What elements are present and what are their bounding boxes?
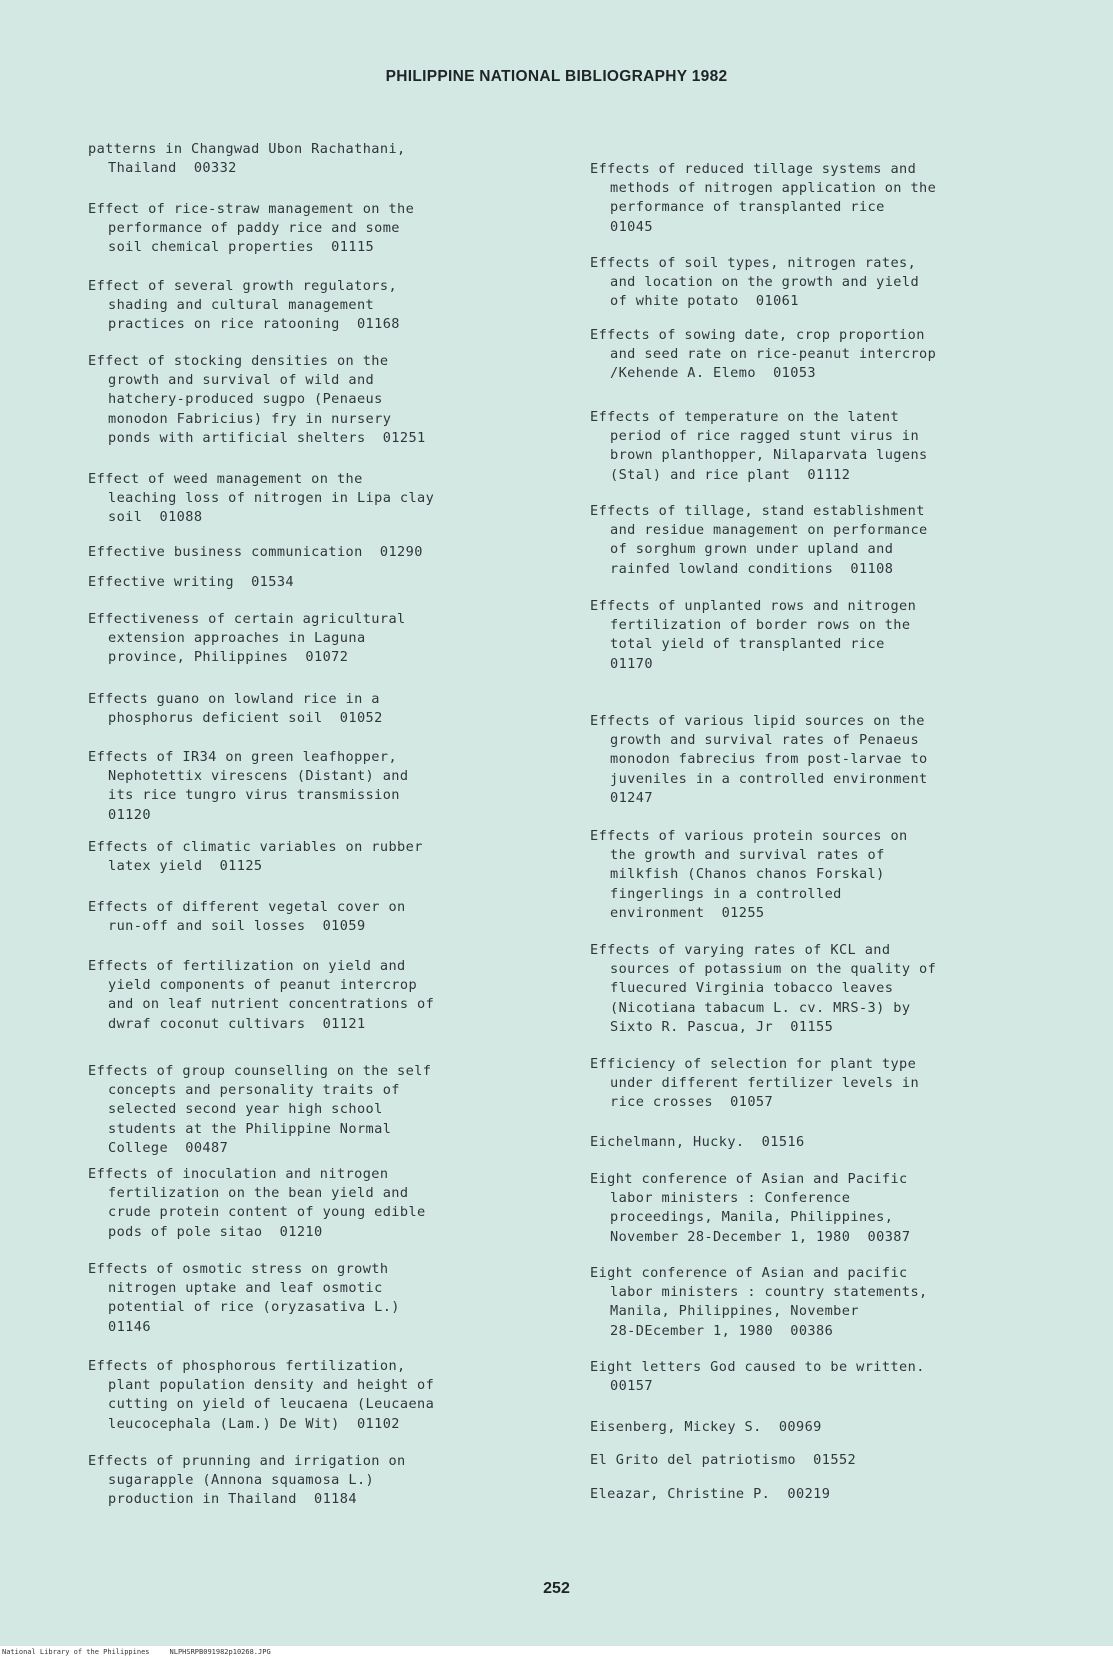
entry-line: period of rice ragged stunt virus in [610, 428, 920, 445]
entry-line: Effects of soil types, nitrogen rates, [590, 255, 917, 271]
index-entry [88, 898, 406, 936]
entry-line: pods of pole sitao 01210 [108, 1223, 323, 1240]
entry-line: of white potato 01061 [610, 293, 799, 310]
index-entry [590, 1264, 928, 1341]
index-entry [590, 326, 936, 384]
entry-line: Eight letters God caused to be written. [590, 1359, 925, 1375]
index-entry [88, 1357, 434, 1434]
entry-line: Effects of fertilization on yield and [88, 958, 406, 974]
footer [0, 1646, 1113, 1658]
entry-line: run-off and soil losses 01059 [108, 918, 366, 935]
entry-line: /Kehende A. Elemo 01053 [610, 365, 817, 382]
entry-line: sources of potassium on the quality of [610, 961, 937, 978]
entry-line: monodon fabrecius from post-larvae to [610, 751, 928, 768]
entry-line: Effects of various lipid sources on the [590, 713, 925, 729]
index-entry [88, 352, 426, 448]
entry-line: fertilization on the bean yield and [108, 1185, 409, 1202]
entry-line: 28-DEcember 1, 1980 00386 [610, 1322, 834, 1339]
index-entry [590, 160, 936, 237]
entry-line: College 00487 [108, 1139, 229, 1156]
entry-line: Eleazar, Christine P. 00219 [590, 1486, 831, 1502]
entry-line: Effects of tillage, stand establishment [590, 503, 925, 519]
entry-line: Nephotettix virescens (Distant) and [108, 768, 409, 785]
entry-line: students at the Philippine Normal [108, 1120, 392, 1137]
entry-line: Effects of inoculation and nitrogen [88, 1166, 389, 1182]
index-entry [88, 1165, 426, 1242]
index-entry [88, 1062, 431, 1158]
index-entry [88, 1260, 400, 1337]
index-entry [88, 470, 434, 528]
entry-line: juveniles in a controlled environment [610, 770, 928, 787]
entry-line: Sixto R. Pascua, Jr 01155 [610, 1018, 834, 1035]
index-entry [88, 838, 423, 876]
entry-line: labor ministers : country statements, [610, 1284, 928, 1301]
entry-line: Effects of reduced tillage systems and [590, 161, 917, 177]
entry-line: milkfish (Chanos chanos Forskal) [610, 866, 885, 883]
entry-line: Effective writing 01534 [88, 574, 295, 590]
entry-line: latex yield 01125 [108, 858, 263, 875]
entry-line: El Grito del patriotismo 01552 [590, 1452, 857, 1468]
entry-line: Effect of stocking densities on the [88, 353, 389, 369]
index-entry [88, 140, 406, 178]
entry-line: sugarapple (Annona squamosa L.) [108, 1472, 375, 1489]
entry-line: Effects of varying rates of KCL and [590, 942, 891, 958]
entry-line: rice crosses 01057 [610, 1094, 774, 1111]
entry-line: (Nicotiana tabacum L. cv. MRS-3) by [610, 999, 911, 1016]
entry-line: Eight conference of Asian and pacific [590, 1265, 908, 1281]
entry-line: Effects guano on lowland rice in a [88, 691, 380, 707]
index-entry [88, 690, 383, 728]
index-entry [590, 1358, 925, 1396]
entry-line: November 28-December 1, 1980 00387 [610, 1228, 911, 1245]
index-entry [88, 573, 294, 592]
entry-line: fingerlings in a controlled [610, 885, 842, 902]
entry-line: Effects of unplanted rows and nitrogen [590, 598, 917, 614]
entry-line: potential of rice (oryzasativa L.) [108, 1299, 400, 1316]
footer-file: NLPHSRPB091982p10268.JPG [169, 1648, 271, 1656]
index-entry [590, 1485, 830, 1504]
index-entry [590, 1055, 919, 1113]
entry-line: hatchery-produced sugpo (Penaeus [108, 391, 383, 408]
entry-line: Effectiveness of certain agricultural [88, 611, 406, 627]
index-entry [88, 200, 414, 258]
entry-line: fertilization of border rows on the [610, 617, 911, 634]
entry-line: of sorghum grown under upland and [610, 541, 894, 558]
entry-line: growth and survival rates of Penaeus [610, 732, 920, 749]
entry-line: production in Thailand 01184 [108, 1491, 357, 1508]
entry-line: shading and cultural management [108, 297, 375, 314]
entry-line: patterns in Changwad Ubon Rachathani, [88, 141, 406, 157]
index-entry [590, 502, 928, 579]
entry-line: concepts and personality traits of [108, 1082, 400, 1099]
entry-line: its rice tungro virus transmission [108, 787, 400, 804]
index-entry [88, 610, 406, 668]
entry-line: yield components of peanut intercrop [108, 977, 418, 994]
entry-line: environment 01255 [610, 904, 765, 921]
index-entry [590, 1170, 910, 1247]
index-entry [590, 1418, 822, 1437]
entry-line: and on leaf nutrient concentrations of [108, 996, 435, 1013]
entry-line: Effective business communication 01290 [88, 544, 423, 560]
entry-line: Effects of osmotic stress on growth [88, 1261, 389, 1277]
entry-line: the growth and survival rates of [610, 847, 885, 864]
entry-line: soil chemical properties 01115 [108, 239, 375, 256]
entry-line: methods of nitrogen application on the [610, 180, 937, 197]
index-entry [590, 408, 928, 485]
entry-line: Effects of prunning and irrigation on [88, 1453, 406, 1469]
entry-line: growth and survival of wild and [108, 372, 375, 389]
entry-line: Manila, Philippines, November [610, 1303, 859, 1320]
index-entry [88, 277, 400, 335]
page-number: 252 [543, 1580, 570, 1597]
entry-line: leaching loss of nitrogen in Lipa clay [108, 490, 435, 507]
entry-line: practices on rice ratooning 01168 [108, 316, 400, 333]
entry-line: Effects of different vegetal cover on [88, 899, 406, 915]
entry-line: Effects of temperature on the latent [590, 409, 900, 425]
entry-line: and seed rate on rice-peanut intercrop [610, 346, 937, 363]
entry-line: Effect of rice-straw management on the [88, 201, 415, 217]
entry-line: total yield of transplanted rice [610, 636, 885, 653]
index-entry [88, 957, 434, 1034]
entry-line: brown planthopper, Nilaparvata lugens [610, 447, 928, 464]
entry-line: Effects of group counselling on the self [88, 1063, 432, 1079]
entry-line: Effect of weed management on the [88, 471, 363, 487]
entry-line: Effects of climatic variables on rubber [88, 839, 423, 855]
index-entry [590, 1451, 856, 1470]
entry-line: Effects of sowing date, crop proportion [590, 327, 925, 343]
entry-line: ponds with artificial shelters 01251 [108, 429, 426, 446]
entry-line: Effect of several growth regulators, [88, 278, 398, 294]
entry-line: extension approaches in Laguna [108, 630, 366, 647]
index-entry [590, 254, 919, 312]
entry-line: proceedings, Manila, Philippines, [610, 1209, 894, 1226]
entry-line: cutting on yield of leucaena (Leucaena [108, 1396, 435, 1413]
index-entry [590, 597, 916, 674]
entry-line: soil 01088 [108, 509, 203, 526]
entry-line: Effects of phosphorous fertilization, [88, 1358, 406, 1374]
index-entry [88, 1452, 406, 1510]
entry-line: Eisenberg, Mickey S. 00969 [590, 1419, 822, 1435]
entry-line: performance of paddy rice and some [108, 220, 400, 237]
index-entry [88, 748, 408, 825]
entry-line: 00157 [610, 1378, 653, 1395]
entry-line: Efficiency of selection for plant type [590, 1056, 917, 1072]
entry-line: rainfed lowland conditions 01108 [610, 560, 894, 577]
index-entry [590, 712, 928, 808]
entry-line: 01146 [108, 1318, 151, 1335]
entry-line: Eichelmann, Hucky. 01516 [590, 1134, 805, 1150]
entry-line: nitrogen uptake and leaf osmotic [108, 1280, 383, 1297]
index-entry [88, 543, 423, 562]
entry-line: 01120 [108, 806, 151, 823]
index-entry [590, 1133, 805, 1152]
entry-line: under different fertilizer levels in [610, 1075, 920, 1092]
entry-line: (Stal) and rice plant 01112 [610, 466, 851, 483]
entry-line: labor ministers : Conference [610, 1190, 851, 1207]
page-header: PHILIPPINE NATIONAL BIBLIOGRAPHY 1982 [385, 68, 728, 85]
index-entry [590, 827, 908, 923]
index-entry [590, 941, 936, 1037]
entry-line: 01045 [610, 218, 653, 235]
entry-line: leucocephala (Lam.) De Wit) 01102 [108, 1415, 400, 1432]
entry-line: dwraf coconut cultivars 01121 [108, 1015, 366, 1032]
entry-line: crude protein content of young edible [108, 1204, 426, 1221]
entry-line: Thailand 00332 [108, 160, 237, 177]
entry-line: Effects of various protein sources on [590, 828, 908, 844]
entry-line: 01247 [610, 789, 653, 806]
entry-line: Eight conference of Asian and Pacific [590, 1171, 908, 1187]
entry-line: and residue management on performance [610, 522, 928, 539]
entry-line: and location on the growth and yield [610, 274, 920, 291]
footer-library: National Library of the Philippines [2, 1648, 150, 1656]
entry-line: 01170 [610, 655, 653, 672]
entry-line: phosphorus deficient soil 01052 [108, 710, 383, 727]
entry-line: monodon Fabricius) fry in nursery [108, 410, 392, 427]
entry-line: plant population density and height of [108, 1377, 435, 1394]
entry-line: performance of transplanted rice [610, 199, 885, 216]
entry-line: province, Philippines 01072 [108, 649, 349, 666]
entry-line: fluecured Virginia tobacco leaves [610, 980, 894, 997]
entry-line: selected second year high school [108, 1101, 383, 1118]
entry-line: Effects of IR34 on green leafhopper, [88, 749, 398, 765]
